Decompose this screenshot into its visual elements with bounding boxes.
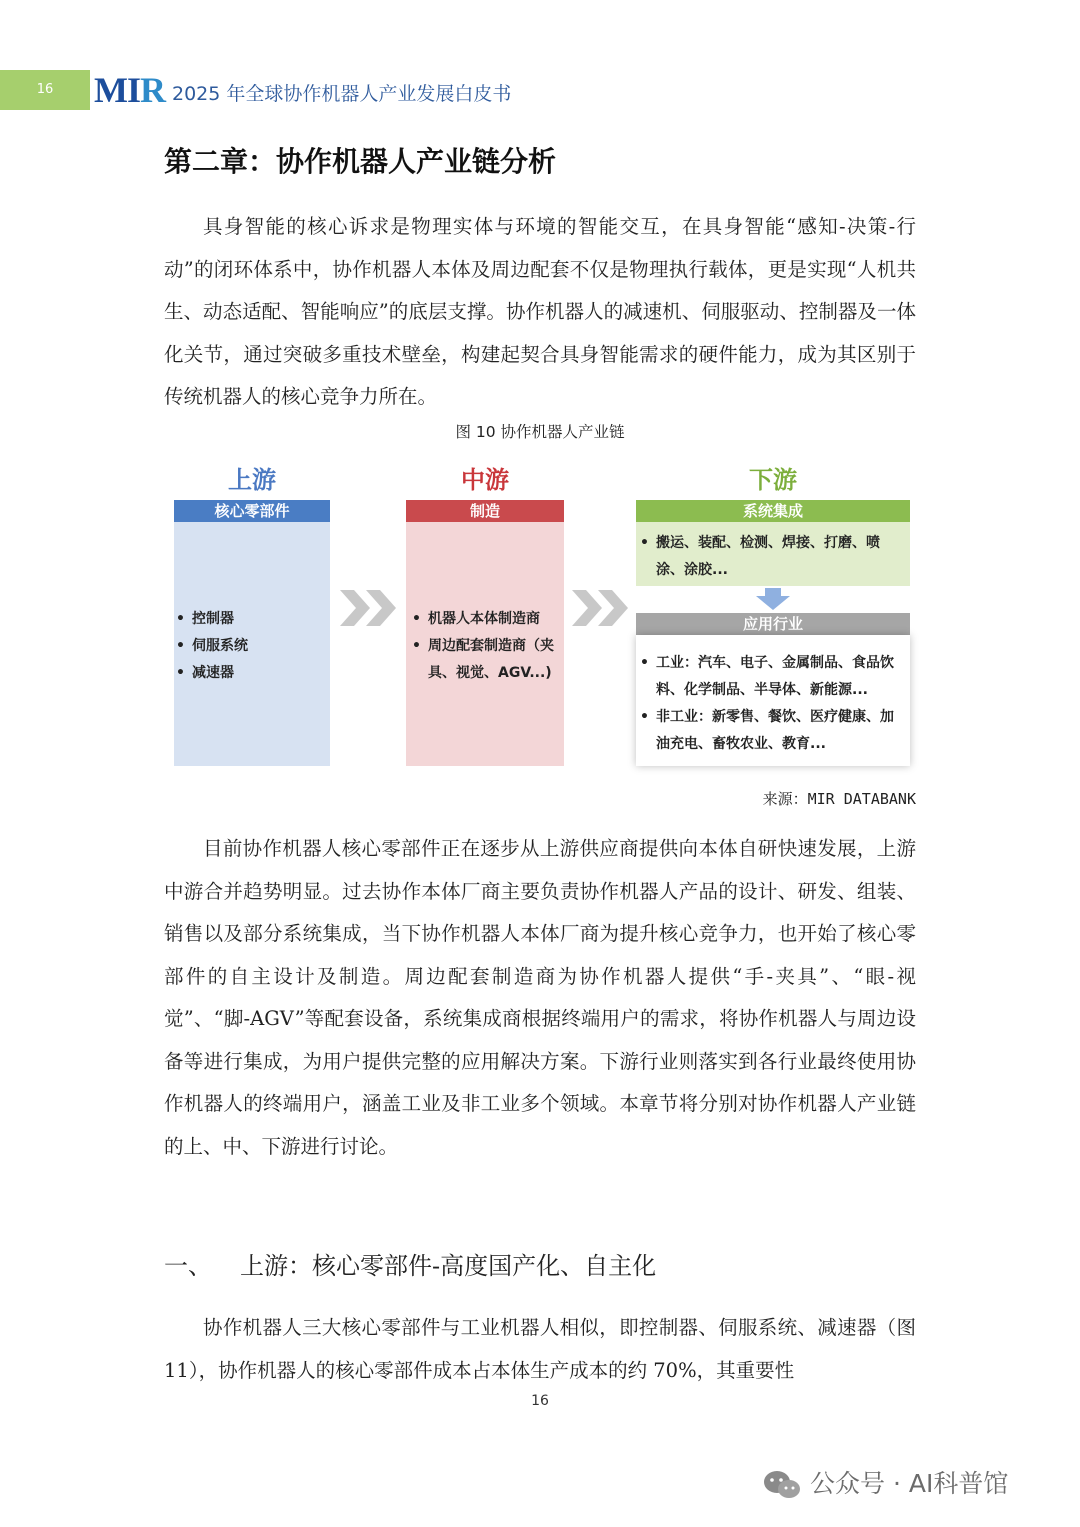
chevron-right-icon bbox=[572, 590, 632, 626]
integration-bar: 系统集成 bbox=[636, 500, 910, 522]
midstream-item: • 机器人本体制造商 bbox=[410, 606, 560, 633]
paragraph-chain-overview: 目前协作机器人核心零部件正在逐步从上游供应商提供向本体自研快速发展，上游中游合并趋势明显。过去协作本体厂商主要负责协作机器人产品的设计、研发、组装、销售以及部分系统集成，当下协作机器人本体厂商为提升核心竞争力，也开始了核心零部件的自主设计及制造。周边配套制造商为协作机器人提供“手-夹具”、“眼-视觉”、“脚-AGV”等配套设备，系统集成商根据终端用户的需求，将协作机器人与周边设备等进行集成，为用户提供完整的应用解决方案。下游行业则落实到各行业最终使用协作机器人的终端用户，涵盖工业及非工业多个领域。本章节将分别对协作机器人产业链的上、中、下游进行讨论。 bbox=[164, 837, 916, 1158]
footer-page-number: 16 bbox=[531, 1393, 549, 1409]
upstream-bar: 核心零部件 bbox=[174, 500, 330, 522]
industry-item: • 非工业：新零售、餐饮、医疗健康、加油充电、畜牧农业、教育... bbox=[638, 704, 904, 758]
figure-caption: 图 10 协作机器人产业链 bbox=[455, 423, 625, 441]
upstream-item: • 控制器 bbox=[174, 606, 324, 633]
integration-item: • 搬运、装配、检测、焊接、打磨、喷涂、涂胶... bbox=[638, 530, 904, 584]
industry-item: • 工业：汽车、电子、金属制品、食品饮料、化学制品、半导体、新能源... bbox=[638, 650, 904, 704]
midstream-item: • 周边配套制造商（夹具、视觉、AGV...) bbox=[410, 633, 560, 687]
wechat-icon bbox=[762, 1468, 802, 1502]
watermark-text: 公众号 · AI科普馆 bbox=[810, 1469, 1009, 1498]
midstream-list bbox=[410, 606, 560, 687]
header-title: 2025 年全球协作机器人产业发展白皮书 bbox=[172, 83, 512, 105]
section-title: 上游：核心零部件-高度国产化、自主化 bbox=[240, 1252, 657, 1280]
midstream-title: 中游 bbox=[461, 466, 509, 494]
logo-main-text: MI bbox=[94, 70, 140, 110]
watermark bbox=[762, 1462, 1008, 1506]
industry-bar: 应用行业 bbox=[636, 613, 910, 635]
downstream-title: 下游 bbox=[749, 466, 797, 494]
paragraph-intro: 具身智能的核心诉求是物理实体与环境的智能交互，在具身智能“感知-决策-行动”的闭环体系中，协作机器人本体及周边配套不仅是物理执行载体，更是实现“人机共生、动态适配、智能响应”的底层支撑。协作机器人的减速机、伺服驱动、控制器及一体化关节，通过突破多重技术壁垒，构建起契合具身智能需求的硬件能力，成为其区别于传统机器人的核心竞争力所在。 bbox=[164, 215, 916, 408]
figure-source: 来源：MIR DATABANK bbox=[762, 790, 916, 808]
upstream-title: 上游 bbox=[228, 466, 276, 494]
section-number: 一、 bbox=[164, 1252, 212, 1280]
paragraph-upstream: 协作机器人三大核心零部件与工业机器人相似，即控制器、伺服系统、减速器（图 11），协作机器人的核心零部件成本占本体生产成本的约 70%，其重要性 bbox=[164, 1316, 916, 1382]
chapter-title: 第二章：协作机器人产业链分析 bbox=[164, 145, 557, 178]
integration-list bbox=[638, 530, 904, 584]
chevron-right-icon bbox=[340, 590, 400, 626]
midstream-bar: 制造 bbox=[406, 500, 564, 522]
logo-accent-text: R bbox=[140, 70, 165, 110]
industry-list bbox=[638, 650, 904, 758]
mir-logo bbox=[94, 70, 165, 110]
upstream-list bbox=[174, 606, 324, 687]
section-heading bbox=[164, 1246, 656, 1281]
down-arrow-icon bbox=[756, 588, 790, 610]
upstream-item: • 减速器 bbox=[174, 660, 324, 687]
upstream-item: • 伺服系统 bbox=[174, 633, 324, 660]
header-page-number: 16 bbox=[36, 82, 54, 97]
